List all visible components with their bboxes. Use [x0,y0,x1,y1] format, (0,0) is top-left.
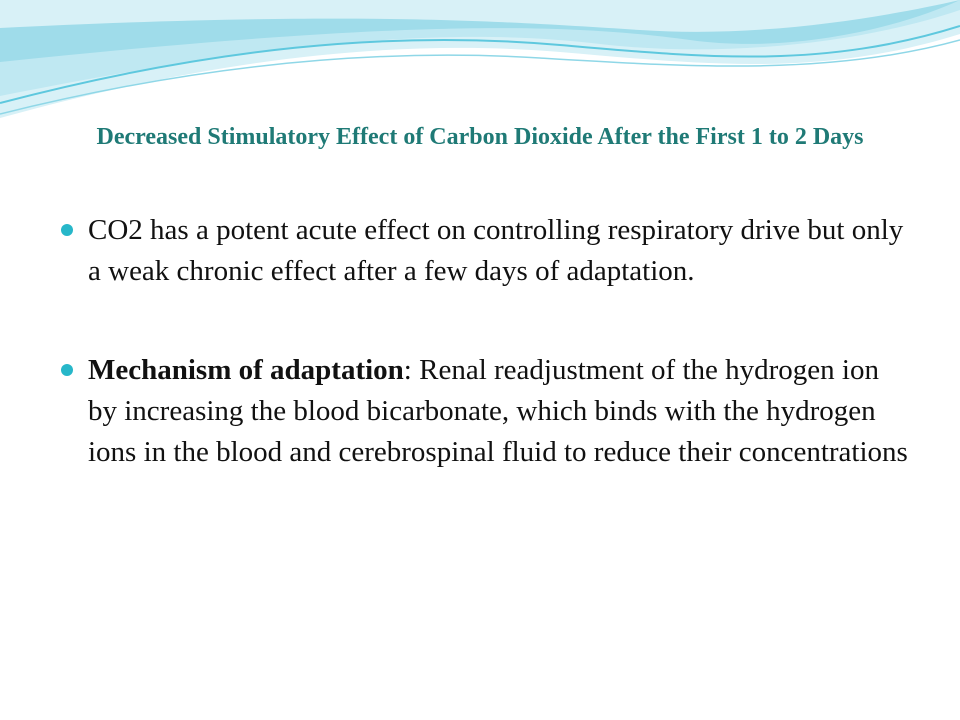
bullet-dot-icon [61,364,73,376]
bullet-text: CO2 has a potent acute effect on controlling respiratory drive but only a weak chronic effect after a few days of adaptation. [88,214,904,287]
bullet-item-acute-effect [60,210,910,292]
bullet-dot-icon [61,224,73,236]
header-wave-decoration [0,0,960,120]
bullet-text: : Renal readjustment of the hydrogen ion by increasing the blood bicarbonate, which binds with the hydrogen ions in the blood and cerebrospinal fluid to reduce their concentrations [88,354,908,468]
slide-title: Decreased Stimulatory Effect of Carbon Dioxide After the First 1 to 2 Days [96,124,864,150]
bullet-bold-lead: Mechanism of adaptation [88,354,404,386]
bullet-item-mechanism [60,350,910,473]
bullet-list [60,210,910,473]
